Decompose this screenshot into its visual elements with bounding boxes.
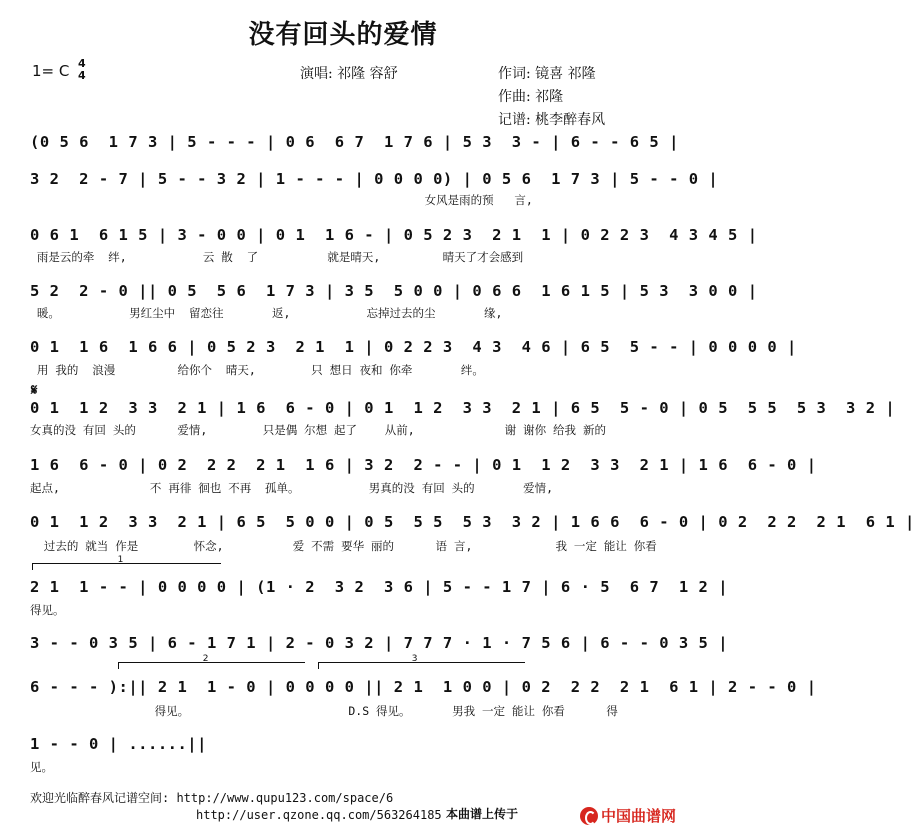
score-line-11: 6 - - - ):|| 2 1 1 - 0 | 0 0 0 0 || 2 1 1 0 0 | 0 2 2 2 2 1 6 1 | 2 - - 0 | <box>30 678 817 696</box>
segno-sign: 𝄋 <box>31 381 38 399</box>
lyricist-credit: 作词: 镜喜 祁隆 <box>498 66 596 82</box>
score-line-7: 1 6 6 - 0 | 0 2 2 2 2 1 1 6 | 3 2 2 - - | 0 1 1 2 3 3 2 1 | 1 6 6 - 0 | <box>30 456 817 474</box>
volta-bracket-1: 1 <box>32 563 221 570</box>
score-line-3: 0 6 1 6 1 5 | 3 - 0 0 | 0 1 1 6 - | 0 5 2 3 2 1 1 | 0 2 2 3 4 3 4 5 | <box>30 226 758 244</box>
score-line-5: 0 1 1 6 1 6 6 | 0 5 2 3 2 1 1 | 0 2 2 3 4 3 4 6 | 6 5 5 - - | 0 0 0 0 | <box>30 338 797 356</box>
transcriber-credit: 记谱: 桃李醉春风 <box>498 112 606 128</box>
time-signature-top: 4 <box>78 57 86 70</box>
score-line-4: 5 2 2 - 0 || 0 5 5 6 1 7 3 | 3 5 5 0 0 | 0 6 6 1 6 1 5 | 5 3 3 0 0 | <box>30 282 758 300</box>
lyric-line-6: 女真的没 有回 头的 爱情, 只是偶 尔想 起了 从前, 谢 谢你 给我 新的 <box>30 423 606 437</box>
footer-qzone-link[interactable]: http://user.qzone.qq.com/563264185 <box>196 808 442 822</box>
lyric-line-8: 过去的 就当 作是 怀念, 爱 不需 要华 丽的 语 言, 我 一定 能让 你看 <box>30 539 657 553</box>
score-line-12: 1 - - 0 | ......|| <box>30 735 207 753</box>
volta-bracket-2: 2 <box>118 662 305 669</box>
lyric-line-11: 得见。 D.S 得见。 男我 一定 能让 你看 得 <box>30 704 618 718</box>
key-signature: 1= C <box>32 62 70 80</box>
composer-credit: 作曲: 祁隆 <box>498 89 564 105</box>
score-line-8: 0 1 1 2 3 3 2 1 | 6 5 5 0 0 | 0 5 5 5 5 3 3 2 | 1 6 6 6 - 0 | 0 2 2 2 2 1 6 1 | <box>30 513 915 531</box>
score-line-6: 0 1 1 2 3 3 2 1 | 1 6 6 - 0 | 0 1 1 2 3 3 2 1 | 6 5 5 - 0 | 0 5 5 5 5 3 3 2 | <box>30 399 896 417</box>
volta-bracket-3: 3 <box>318 662 525 669</box>
time-signature-bottom: 4 <box>78 69 86 82</box>
score-line-10: 3 - - 0 3 5 | 6 - 1 7 1 | 2 - 0 3 2 | 7 7 7 · 1 · 7 5 6 | 6 - - 0 3 5 | <box>30 634 729 652</box>
score-line-2: 3 2 2 - 7 | 5 - - 3 2 | 1 - - - | 0 0 0 0) | 0 5 6 1 7 3 | 5 - - 0 | <box>30 170 719 188</box>
footer-welcome: 欢迎光临醉春风记谱空间: http://www.qupu123.com/space/6 <box>30 791 394 805</box>
singer-credit: 演唱: 祁隆 容舒 <box>300 66 398 82</box>
lyric-line-12: 见。 <box>30 760 53 774</box>
lyric-line-7: 起点, 不 再徘 徊也 不再 孤单。 男真的没 有回 头的 爱情, <box>30 481 554 495</box>
score-line-1: (0 5 6 1 7 3 | 5 - - - | 0 6 6 7 1 7 6 | 5 3 3 - | 6 - - 6 5 | <box>30 133 679 151</box>
lyric-line-3: 雨是云的牵 绊, 云 散 了 就是晴天, 晴天了才会感到 <box>30 250 524 264</box>
site-name: 中国曲谱网 <box>600 807 676 825</box>
lyric-line-4: 暖。 男红尘中 留恋往 返, 忘掉过去的尘 缘, <box>30 306 503 320</box>
lyric-line-9: 得见。 <box>30 603 65 617</box>
time-signature <box>78 58 86 82</box>
lyric-line-2: 女风是雨的预 言, <box>30 193 533 207</box>
song-title: 没有回头的爱情 <box>248 20 438 50</box>
site-logo[interactable] <box>580 805 676 826</box>
score-line-9: 2 1 1 - - | 0 0 0 0 | (1 · 2 3 2 3 6 | 5 - - 1 7 | 6 · 5 6 7 1 2 | <box>30 578 729 596</box>
lyric-line-5: 用 我的 浪漫 给你个 晴天, 只 想日 夜和 你牵 绊。 <box>30 363 484 377</box>
logo-icon <box>580 807 598 825</box>
upload-note: 本曲谱上传于 <box>445 807 518 821</box>
